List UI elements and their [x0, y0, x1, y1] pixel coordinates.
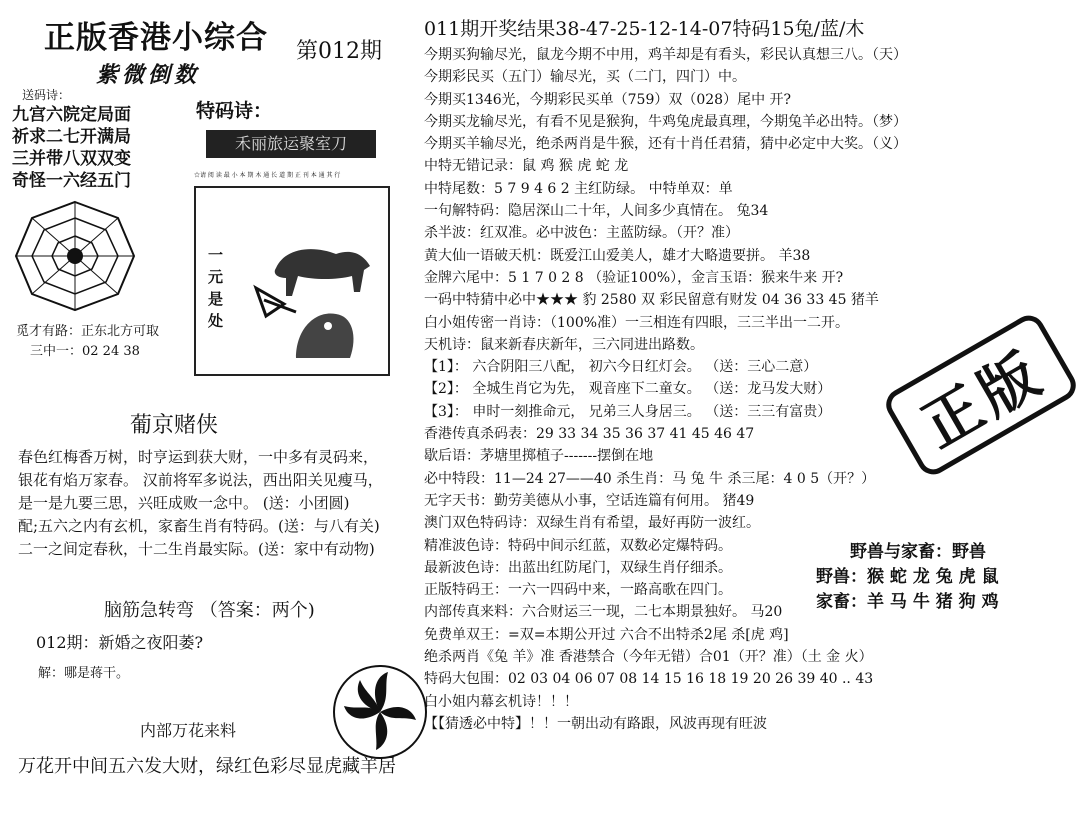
prediction-line: 【1】： 六合阴阳三八配， 初六今日红灯会。 （送：三心二意）: [424, 359, 818, 376]
prediction-line: 一句解特码：隐居深山二十年，人间多少真情在。 兔34: [424, 203, 769, 220]
special-poem-label: 特码诗：: [196, 100, 273, 122]
picture-text: 一元是处: [208, 246, 224, 330]
prediction-line: 黄大仙一语破天机：既爱江山爱美人，雄才大略遗要拼。 羊38: [424, 247, 811, 264]
prediction-line: 白小姐传密一肖诗：（100%准）一三相连有四眼，三三半出一二开。: [424, 314, 850, 331]
page-subtitle: 紫微倒数: [96, 63, 201, 88]
prediction-line: 杀半波：红双准。必中波色：主蓝防绿。（开？准）: [424, 225, 739, 242]
special-poem-banner: 禾丽旅运聚室刀: [206, 130, 376, 158]
animals-domestic: 家畜：羊 马 牛 猪 狗 鸡: [816, 592, 999, 612]
poem-line: 三并带八双双变: [12, 149, 131, 169]
prediction-line: 【3】： 申时一刻推命元， 兄弟三人身居三。 （送：三三有富贵）: [424, 403, 832, 420]
prediction-line: 澳门双色特码诗：双绿生肖有希望，最好再防一波红。: [424, 515, 760, 532]
prediction-line: 【2】： 全城生肖它为先， 观音座下二童女。 （送：龙马发大财）: [424, 381, 832, 398]
prediction-lines: [424, 44, 907, 735]
prediction-line: 香港传真杀码表：29 33 34 35 36 37 41 45 46 47: [424, 426, 755, 443]
animals-wild: 野兽：猴 蛇 龙 兔 虎 鼠: [816, 567, 999, 587]
poem-block: [12, 104, 131, 192]
prediction-line: 正版特码王：一六一四码中来，一路高歌在四门。: [424, 582, 732, 599]
authentic-stamp: 正版: [880, 310, 1080, 480]
prediction-line: 免费单双王：=双=本期公开过 六合不出特杀2尾 杀[虎 鸡]: [424, 626, 789, 643]
prediction-line: 必中特段：11—24 27——40 杀生肖：马 兔 牛 杀三尾：4 0 5（开？）: [424, 470, 876, 487]
prediction-line: 精准波色诗：特码中间示红蓝，双数必定爆特码。: [424, 537, 732, 554]
prediction-line: 特码大包围：02 03 04 06 07 08 14 15 16 18 19 20 26 39 40 .. 43: [424, 671, 874, 688]
picture-caption: ☆请 阅 读 最 小 本 期 木 通 长 道 期 正 刊 本 通 其 行: [194, 172, 341, 179]
bauhinia-emblem-icon: [330, 662, 430, 762]
riddle-title: 脑筋急转弯 （答案：两个): [104, 600, 315, 621]
draw-result: 011期开奖结果38-47-25-12-14-07特码15兔/蓝/木: [424, 18, 865, 40]
prediction-line: 歇后语：茅塘里掷植子-------摆倒在地: [424, 448, 654, 465]
casino-title: 葡京赌侠: [130, 413, 219, 438]
casino-lines: [18, 446, 383, 561]
prediction-line: 天机诗：鼠来新春庆新年，三六同进出路数。: [424, 336, 704, 353]
prediction-line: 金牌六尾中：5 1 7 0 2 8 （验证100%），金言玉语：猴来牛来 开?: [424, 269, 844, 286]
bagua-diagram: [10, 196, 140, 316]
page-title: 正版香港小综合: [44, 20, 268, 56]
prediction-line: 白小姐内幕玄机诗！！！: [424, 693, 578, 710]
poem-label: 送码诗：: [22, 88, 71, 102]
prediction-line: 今期买1346光，今期彩民买单（759）双（028）尾中 开?: [424, 91, 792, 108]
casino-line: 配;五六之内有玄机，家畜生肖有特码。(送：与八有关): [18, 517, 380, 535]
flower-title: 内部万花来料: [140, 721, 237, 740]
three-in-one: 三中一：02 24 38: [30, 344, 140, 359]
casino-line: 二一之间定春秋，十二生肖最实际。(送：家中有动物): [18, 540, 375, 558]
prediction-line: 最新波色诗：出蓝出红防尾门，双绿生肖仔细杀。: [424, 559, 732, 576]
poem-line: 九宫六院定局面: [12, 105, 131, 125]
prediction-line: 内部传真来料：六合财运三一现，二七本期景独好。 马20: [424, 604, 783, 621]
prediction-line: 无字天书：勤劳美德从小事，空话连篇有何用。 猪49: [424, 492, 755, 509]
prediction-line: 一码中特猜中必中★★★ 豹 2580 双 彩民留意有财发 04 36 33 45 猪羊: [424, 292, 879, 309]
poem-line: 奇怪一六经五门: [12, 171, 131, 191]
prediction-line: 绝杀两肖《兔 羊》准 香港禁合（今年无错）合01（开？准）（土 金 火）: [424, 649, 873, 666]
casino-line: 春色红梅香万树，时亨运到获大财，一中多有灵码来，: [18, 448, 379, 466]
prediction-line: 今期买狗输尽光，鼠龙今期不中用，鸡羊却是有看头，彩民认真想三八。（天）: [424, 47, 907, 63]
casino-line: 银花有焰万家春。 汉前将军多说法，西出阳关见瘦马，: [18, 471, 383, 489]
prediction-line: 今期彩民买（五门）输尽光，买（二门，四门）中。: [424, 69, 746, 86]
prediction-line: 中特尾数：5 7 9 4 6 2 主红防绿。 中特单双：单: [424, 180, 733, 197]
prediction-line: 中特无错记录：鼠 鸡 猴 虎 蛇 龙: [424, 158, 629, 175]
animals-box: [816, 540, 999, 615]
prediction-line: 今期买羊输尽光，绝杀两肖是牛猴，还有十肖任君猜，猜中必定中大奖。（义）: [424, 136, 907, 153]
animals-title: 野兽与家畜：野兽: [850, 542, 986, 562]
animal-illustration: [236, 208, 384, 370]
prediction-line: 今期买龙输尽光，有看不见是猴狗，牛鸡兔虎最真理，今期兔羊必出特。（梦）: [424, 113, 907, 130]
poem-line: 祈求二七开满局: [12, 127, 131, 147]
issue-number: 第012期: [296, 39, 382, 64]
prediction-line: 【【猜透必中特】！！一朝出动有路跟，风波再现有旺波: [424, 715, 767, 732]
riddle-answer: 解：哪是蒋干。: [38, 666, 130, 681]
casino-line: 是一是九要三思，兴旺成败一念中。 (送：小团圆): [18, 494, 350, 512]
wealth-direction: 觅才有路：正东北方可取: [16, 324, 160, 339]
riddle-question: 012期：新婚之夜阳萎?: [36, 633, 204, 652]
special-poem-picture: [194, 186, 390, 376]
flower-line: 万花开中间五六发大财，绿红色彩尽显虎藏羊居: [18, 756, 396, 777]
